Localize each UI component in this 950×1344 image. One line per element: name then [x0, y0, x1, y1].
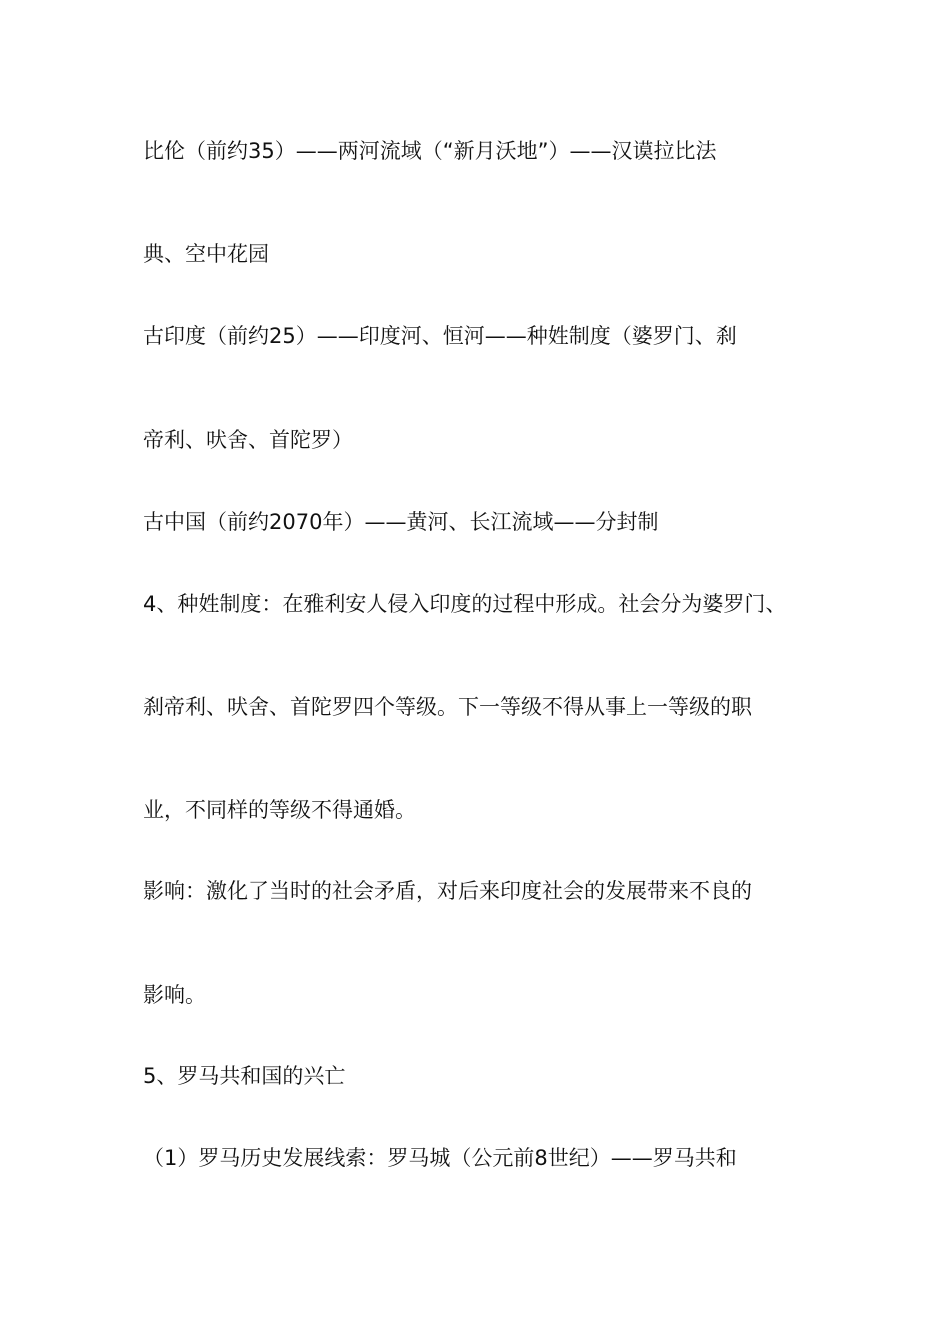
text-line-babylon-cont: 典、空中花园	[143, 242, 269, 266]
text-line-caste-cont-2: 业，不同样的等级不得通婚。	[143, 798, 416, 822]
text-line-caste-cont-1: 刹帝利、吠舍、首陀罗四个等级。下一等级不得从事上一等级的职	[143, 695, 752, 719]
section-caste-system: 4、种姓制度：在雅利安人侵入印度的过程中形成。社会分为婆罗门、	[143, 592, 787, 616]
text-line-babylon: 比伦（前约35）——两河流域（“新月沃地”）——汉谟拉比法	[143, 139, 717, 163]
text-line-roman-history: （1）罗马历史发展线索：罗马城（公元前8世纪）——罗马共和	[143, 1146, 737, 1170]
text-line-influence: 影响：激化了当时的社会矛盾，对后来印度社会的发展带来不良的	[143, 879, 752, 903]
text-line-ancient-china: 古中国（前约2070年）——黄河、长江流域——分封制	[143, 510, 659, 534]
text-line-influence-cont: 影响。	[143, 983, 206, 1007]
text-line-ancient-india: 古印度（前约25）——印度河、恒河——种姓制度（婆罗门、刹	[143, 324, 737, 348]
text-line-ancient-india-cont: 帝利、吠舍、首陀罗）	[143, 428, 353, 452]
section-roman-republic: 5、罗马共和国的兴亡	[143, 1064, 346, 1088]
